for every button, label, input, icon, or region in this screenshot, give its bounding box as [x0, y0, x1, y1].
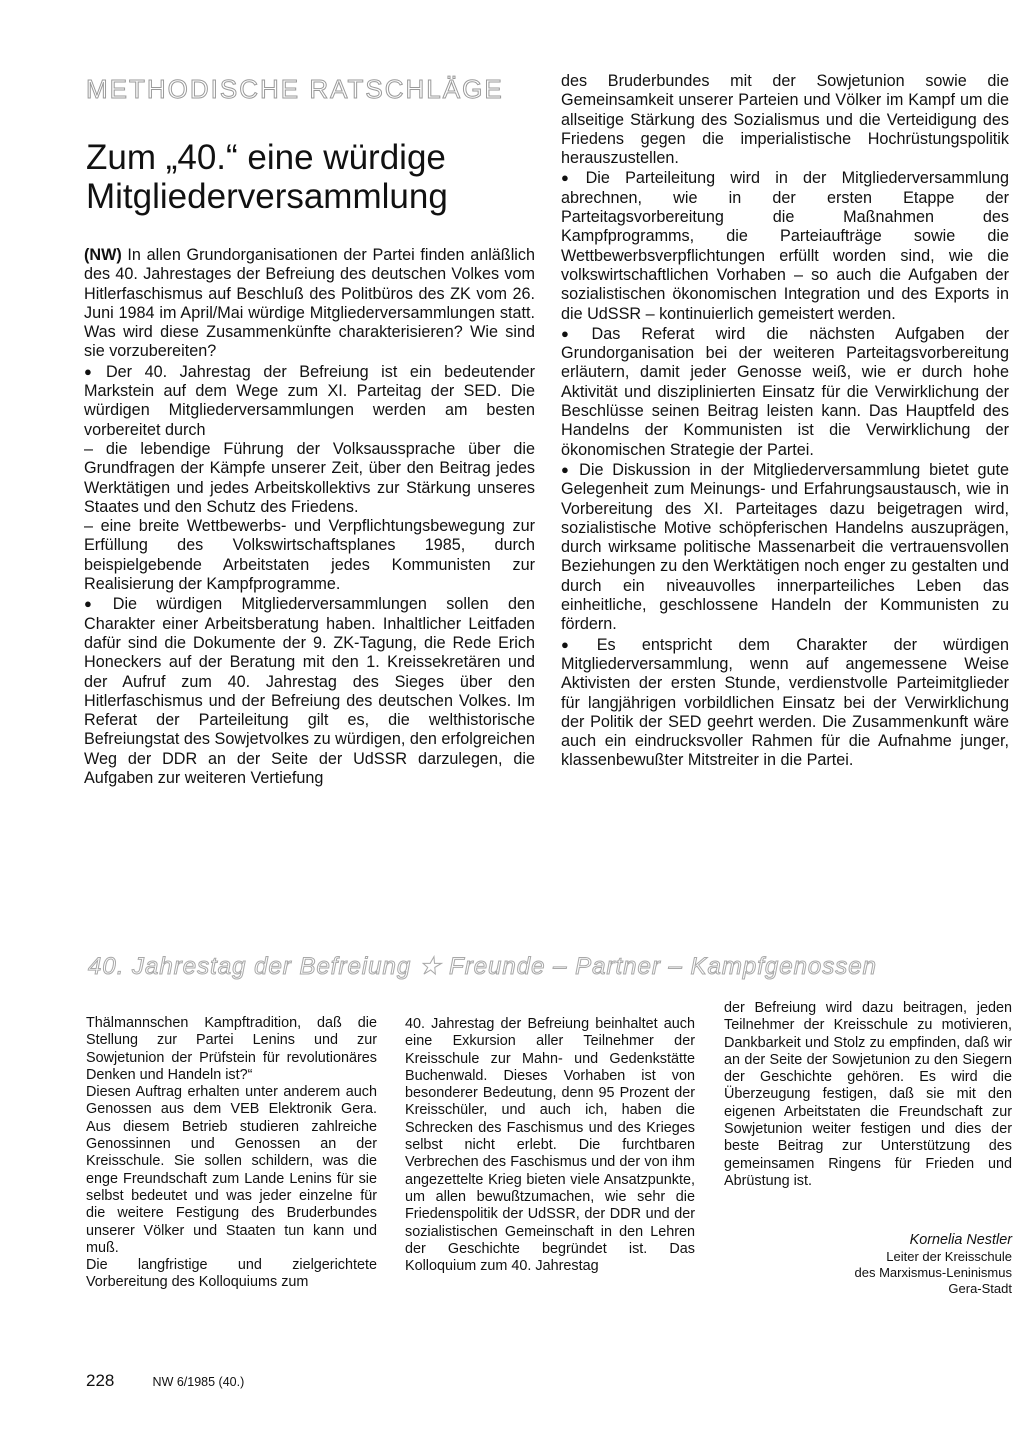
bullet-text: Der 40. Jahrestag der Befreiung ist ein bedeutender Markstein auf dem Wege zum XI. Parteitag der SED. Die würdigen Mitgliederversammlungen werden am besten vorbereitet durch [84, 362, 535, 439]
dash-paragraph: – eine breite Wettbewerbs- und Verpflichtungsbewegung zur Erfüllung des Volkswirtschaftsplanes 1985, durch beispielgebende Arbeitstaten jedes Kommunisten zur Realisierung der Kampfprogramme. [84, 517, 535, 594]
section-divider-banner: 40. Jahrestag der Befreiung ★ Freunde – Partner – Kampfgenossen [88, 953, 877, 980]
paragraph: 40. Jahrestag der Befreiung beinhaltet auch eine Exkursion aller Teilnehmer der Kreisschule zur Mahn- und Gedenkstätte Buchenwald. Dieses Vorhaben ist von besonderer Bedeutung, denn 95 Prozent der Kreisschüler, und auch ich, haben die Schrecken des Faschismus und des Krieges selbst nicht erlebt. Die furchtbaren Verbrechen des Faschismus und der von ihm angezettelte Krieg bieten viele Ansatzpunkte, um allen bewußtzumachen, wie sehr die Friedenspolitik der UdSSR, der DDR und der sozialistischen Gemeinschaft in den Lehren der Geschichte begründet ist. Das Kolloquium zum 40. Jahrestag [405, 1016, 695, 1275]
author-signature [800, 1232, 1012, 1297]
bullet-text: Das Referat wird die nächsten Aufgaben der Grundorganisation bei der weiteren Parteitagsvorbereitung erläutern, damit jeder Genosse weiß, wie er durch hohe Aktivität und disziplinierten Einsatz für die Verwirklichung der Beschlüsse seinen Beitrag leisten kann. Das Hauptfeld des Handelns der Kommunisten ist die Verwirklichung der ökonomischen Strategie der Partei. [561, 324, 1009, 459]
bullet-paragraph [561, 324, 1009, 460]
issue-reference: NW 6/1985 (40.) [152, 1375, 245, 1389]
continued-paragraph: des Bruderbundes mit der Sowjetunion sowie die Gemeinsamkeit unserer Parteien und Völker im Kampf um die allseitige Stärkung des Sozialismus und die Verteidigung des Friedens gegen die imperialistische Hochrüstungspolitik herauszustellen. [561, 72, 1009, 168]
bullet-icon: ● [561, 170, 580, 186]
page-footer [86, 1371, 244, 1391]
bullet-paragraph [561, 635, 1009, 771]
bullet-text: Es entspricht dem Charakter der würdigen Mitgliederversammlung, wenn auf angemessene Weise Aktivisten der ersten Stunde, verdienstvolle Parteimitglieder für langjährigen vorbildlichen Einsatz bei der Verwirklichung der Politik der SED geehrt werden. Die Zusammenkunft wäre auch ein eindrucksvoller Rahmen für die Aufnahme junger, klassenbewußter Mitstreiter in die Partei. [561, 635, 1009, 770]
paragraph: Thälmannschen Kampftradition, daß die Stellung zur Partei Lenins und zur Sowjetunion der Prüfstein für revolutionäres Denken und Handeln ist?“ [86, 1015, 377, 1083]
bullet-text: Die Parteileitung wird in der Mitgliederversammlung abrechnen, wie in der ersten Etappe der Parteitagsvorbereitung die Maßnahmen des Kampfprogramms, die Parteiaufträge sowie die Wettbewerbsverpflichtungen erfüllt worden sind, wie die volkswirtschaftlichen Vorhaben – so auch die Aufgaben der sozialistischen ökonomischen Integration und des Exports in die UdSSR – kontinuierlich gemeistert werden. [561, 169, 1009, 323]
column-top-left [84, 246, 535, 788]
bullet-paragraph [84, 594, 535, 788]
bullet-paragraph [561, 460, 1009, 635]
bullet-paragraph [84, 362, 535, 440]
paragraph: der Befreiung wird dazu beitragen, jeden Teilnehmer der Kreisschule zu motivieren, Dankbarkeit und Stolz zu empfinden, daß wir an der Seite der Sowjetunion zu den Siegern der Geschichte gehören. Es wird die Überzeugung festigen, daß sie mit den eigenen Arbeitstaten die Freundschaft zur Sowjetunion weiter festigen und dies der beste Beitrag zur Unterstützung des gemeinsamen Ringens für Frieden und Abrüstung ist. [724, 1000, 1012, 1189]
author-role: Gera-Stadt [948, 1281, 1012, 1297]
column-bottom-right [724, 1000, 1012, 1190]
dash-paragraph: – die lebendige Führung der Volksaussprache über die Grundfragen der Kämpfe unserer Zeit, über den Beitrag jedes Werktätigen und jedes Arbeitskollektivs zur Stärkung unseres Staates und den Schutz des Friedens. [84, 439, 535, 516]
intro-paragraph [84, 246, 535, 362]
article-headline: Zum „40.“ eine würdige Mitgliederversammlung [86, 138, 448, 216]
bullet-paragraph [561, 168, 1009, 323]
source-tag: (NW) [84, 246, 122, 264]
bullet-text: Die würdigen Mitgliederversammlungen sollen den Charakter einer Arbeitsberatung haben. Inhaltlicher Leitfaden dafür sind die Dokumente der 9. ZK-Tagung, die Rede Erich Honeckers auf der Beratung mit den 1. Kreissekretären und der Aufruf zum 40. Jahrestag des Sieges über den Hitlerfaschismus und der Befreiung des deutschen Volkes. Im Referat der Parteileitung gilt es, die welthistorische Befreiungstat des Sowjetvolkes zu würdigen, den erfolgreichen Weg der DDR an der Seite der UdSSR darzulegen, die Aufgaben zur weiteren Vertiefung [84, 595, 535, 788]
intro-text: In allen Grundorganisationen der Partei finden anläßlich des 40. Jahrestages der Befreiung des deutschen Volkes vom Hitlerfaschismus auf Beschluß des Politbüros des ZK vom 26. Juni 1984 im April/Mai würdige Mitgliederversammlungen statt. Was wird diese Zusammenkünfte charakterisieren? Wie sind sie vorzubereiten? [84, 246, 535, 361]
bullet-icon: ● [561, 325, 586, 341]
bullet-icon: ● [84, 363, 100, 379]
bullet-icon: ● [84, 596, 107, 612]
paragraph: Diesen Auftrag erhalten unter anderem auch Genossen aus dem VEB Elektronik Gera. Aus diesem Betrieb studieren zahlreiche Genossinnen und Genossen an der Kreisschule. Sie sollen schildern, was die enge Freundschaft zum Lande Lenins für sie selbst bedeutet und was jeder einzelne für die weitere Festigung des Bruderbundes unserer Völker und Staaten tun kann und muß. [86, 1084, 377, 1256]
section-label: METHODISCHE RATSCHLÄGE [86, 74, 504, 104]
column-bottom-left [86, 1015, 377, 1292]
column-bottom-middle [405, 1016, 695, 1275]
page-number: 228 [86, 1371, 115, 1390]
bullet-text: Die Diskussion in der Mitgliederversammlung bietet gute Gelegenheit zum Meinungs- und Erfahrungsaustausch, wie in Vorbereitung des XI. Parteitages dazu beigetragen wird, sozialistische Motive schöpferischen Handelns auszuprägen, durch wirksame politische Massenarbeit die vertrauensvollen Beziehungen zu den Werktätigen noch enger zu gestalten und durch ein niveauvolles innerparteiliches Leben das einheitliche, geschlossene Handeln der Kommunisten zu fördern. [561, 460, 1010, 634]
paragraph: Die langfristige und zielgerichtete Vorbereitung des Kolloquiums zum [86, 1257, 377, 1291]
column-top-right [561, 72, 1009, 771]
author-name: Kornelia Nestler [909, 1232, 1012, 1248]
bullet-icon: ● [561, 636, 591, 652]
author-role: Leiter der Kreisschule [886, 1249, 1012, 1265]
bullet-icon: ● [561, 461, 574, 477]
author-role: des Marxismus-Leninismus [854, 1265, 1012, 1281]
